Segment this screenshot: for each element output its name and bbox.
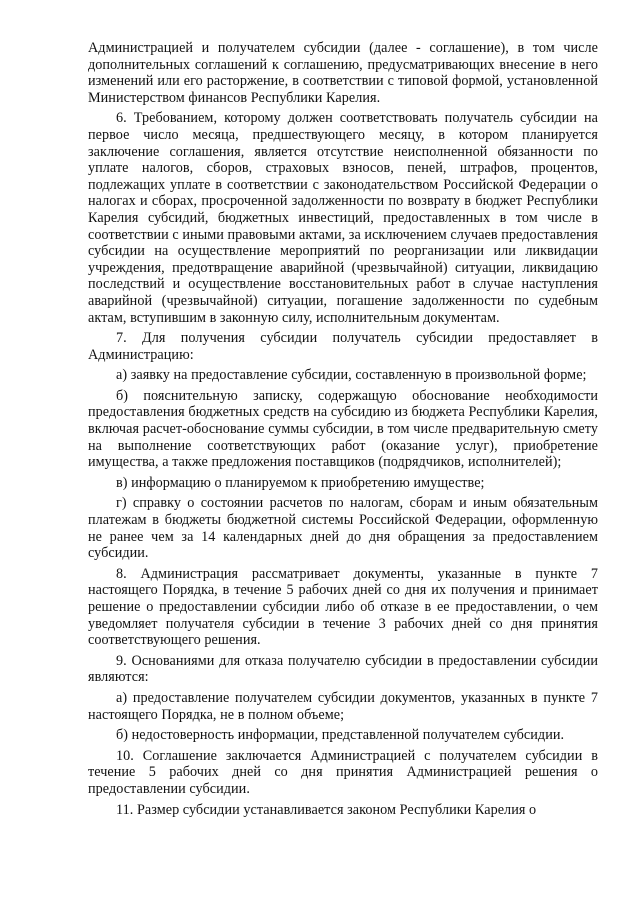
paragraph-continuation: Администрацией и получателем субсидии (далее - соглашение), в том числе дополнительных соглашений к соглашению, предусматривающих внесение в него изменений или его расторжение, в соответствии с типовой формой, установленной Министерством финансов Республики Карелия. — [88, 40, 598, 106]
paragraph-item-6: 6. Требованием, которому должен соответствовать получатель субсидии на первое число месяца, предшествующего месяцу, в котором планируется заключение соглашения, является отсутствие неисполненной обязанности по уплате налогов, сборов, страховых взносов, пеней, штрафов, процентов, подлежащих уплате в соответствии с законодательством Российской Федерации о налогах и сборах, просроченной задолженности по возврату в бюджет Республики Карелия субсидий, бюджетных инвестиций, предоставленных в том числе в соответствии с иными правовыми актами, за исключением случаев предоставления субсидии на осуществление мероприятий по реорганизации или ликвидации учреждения, предотвращение аварийной (чрезвычайной) ситуации, ликвидацию последствий и осуществление восстановительных работ в случае наступления аварийной (чрезвычайной) ситуации, погашение задолженности по судебным актам, вступившим в законную силу, исполнительным документам. — [88, 110, 598, 326]
paragraph-item-7g: г) справку о состоянии расчетов по налогам, сборам и иным обязательным платежам в бюджеты бюджетной системы Российской Федерации, оформленную не ранее чем за 14 календарных дней до дня обращения за предоставлением субсидии. — [88, 495, 598, 562]
paragraph-item-7: 7. Для получения субсидии получатель субсидии предоставляет в Администрацию: — [88, 330, 598, 363]
paragraph-item-7b: б) пояснительную записку, содержащую обоснование необходимости предоставления бюджетных средств на субсидию из бюджета Республики Карелия, включая расчет-обоснование суммы субсидии, в том числе предварительную смету на выполнение соответствующих работ (оказание услуг), приобретение имущества, а также предложения поставщиков (подрядчиков, исполнителей); — [88, 387, 598, 471]
paragraph-item-8: 8. Администрация рассматривает документы, указанные в пункте 7 настоящего Порядка, в течение 5 рабочих дней со дня их получения и принимает решение о предоставлении субсидии либо об отказе в ее предоставлении, о чем уведомляет получателя субсидии в течение 3 рабочих дней со дня принятия соответствующего решения. — [88, 565, 598, 649]
paragraph-item-9a: а) предоставление получателем субсидии документов, указанных в пункте 7 настоящего Порядка, не в полном объеме; — [88, 689, 598, 723]
paragraph-item-10: 10. Соглашение заключается Администрацией с получателем субсидии в течение 5 рабочих дней со дня принятия Администрацией решения о предоставлении субсидии. — [88, 747, 598, 797]
paragraph-item-11: 11. Размер субсидии устанавливается законом Республики Карелия о — [116, 801, 537, 818]
paragraph-item-9: 9. Основаниями для отказа получателю субсидии в предоставлении субсидии являются: — [88, 652, 598, 686]
paragraph-item-9b: б) недостоверность информации, представленной получателем субсидии. — [116, 727, 565, 744]
paragraph-item-7v: в) информацию о планируемом к приобретению имуществе; — [116, 474, 485, 491]
paragraph-item-7a: а) заявку на предоставление субсидии, составленную в произвольной форме; — [116, 367, 587, 384]
